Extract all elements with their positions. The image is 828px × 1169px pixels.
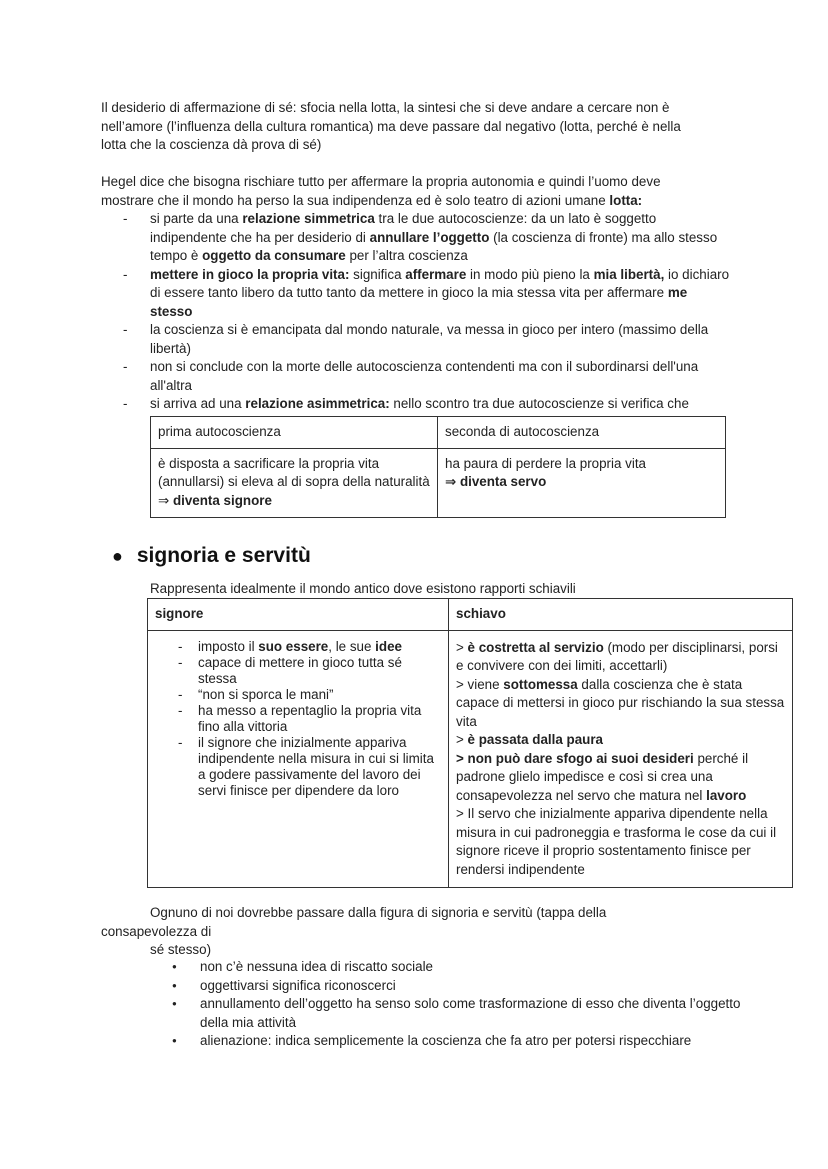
list-item: ● annullamento dell’oggetto ha senso solo come trasformazione di esso che diventa l’oggetto della mia attività	[170, 995, 750, 1032]
cell-bold: diventa signore	[172, 492, 272, 508]
list-item	[120, 358, 730, 395]
point-text: nello scontro tra due autocoscienze si verifica che	[389, 396, 689, 411]
list-item: ● alienazione: indica semplicemente la coscienza che fa atro per potersi rispecchiare	[170, 1032, 750, 1051]
item-text: il signore che inizialmente appariva indipendente nella misura in cui si limita a godere passivamente del lavoro dei servi finisce per dipendere da loro	[198, 734, 434, 798]
table-header-cell: seconda di autocoscienza	[438, 417, 726, 449]
hegel-line-2: mostrare che il mondo ha perso la sua indipendenza ed è solo teatro di azioni umane	[101, 192, 610, 208]
table-row	[151, 448, 726, 517]
table-cell	[151, 448, 438, 517]
intro-line-1: Il desiderio di affermazione di sé: sfocia nella lotta, la sintesi che si deve andare a cercare non è	[101, 100, 670, 115]
table-header-cell: schiavo	[449, 599, 793, 631]
point-text: tra le due autocoscienze: da un lato è soggetto indipendente che ha per desiderio di	[150, 211, 657, 245]
table-cell	[438, 448, 726, 517]
list-item	[120, 266, 730, 322]
table-row	[148, 599, 793, 631]
hegel-points-list	[120, 210, 730, 414]
cell-text: (modo per disciplinarsi, porsi e convivere con dei limiti, accettarli)	[456, 639, 778, 673]
point-text: non si conclude con la morte delle autocoscienza contendenti ma con il subordinarsi dell'una all'altra	[150, 359, 699, 393]
point-text: la coscienza si è emancipata dal mondo naturale, va messa in gioco per intero (massimo della libertà)	[150, 322, 709, 356]
section-heading	[112, 542, 311, 570]
item-text: , le sue	[328, 638, 376, 654]
intro-paragraph	[101, 99, 741, 155]
table-cell	[148, 630, 449, 888]
cell-bold: ⇒ diventa servo	[445, 474, 547, 489]
point-text: in modo più pieno la	[466, 266, 594, 282]
item-text: capace di mettere in gioco tutta sé stessa	[198, 654, 402, 686]
cell-text: è disposta a sacrificare la propria vita (annullarsi) si eleva al di sopra della naturalità ⇒	[158, 455, 430, 508]
table-row	[148, 630, 793, 888]
table-cell	[449, 630, 793, 888]
outro-line-1: Ognuno di noi dovrebbe passare dalla figura di signoria e servitù (tappa della	[150, 905, 607, 920]
signore-schiavo-table	[147, 598, 793, 888]
cell-text: dalla coscienza che è stata capace di mettersi in gioco pur rischiando la sua stessa vita	[456, 676, 785, 729]
hegel-line-2-bold: lotta:	[609, 192, 643, 208]
table-header-cell: signore	[148, 599, 449, 631]
bullet-icon: ●	[112, 546, 123, 566]
point-bold: mia libertà,	[593, 266, 665, 282]
autocoscienze-table	[150, 416, 726, 518]
cell-bold: lavoro	[706, 787, 747, 803]
item-bold: idee	[375, 638, 402, 654]
list-item	[170, 735, 441, 799]
table-header-cell: prima autocoscienza	[151, 417, 438, 449]
list-item	[120, 210, 730, 266]
list-item	[120, 395, 730, 414]
outro-bullet-list	[170, 958, 750, 1051]
list-item: ● non c’è nessuna idea di riscatto sociale	[170, 958, 750, 977]
point-bold: affermare	[405, 266, 467, 282]
point-text: io dichiaro di essere tanto libero da tutto tanto da mettere in gioco la mia stessa vita per affermare	[150, 266, 730, 300]
item-text: “non si sporca le mani”	[198, 686, 334, 702]
cell-bold: è passata dalla paura	[467, 732, 604, 747]
cell-text: ha paura di perdere la propria vita	[445, 455, 646, 471]
cell-bold: sottomessa	[503, 676, 578, 692]
point-bold: mettere in gioco la propria vita:	[150, 266, 350, 282]
cell-bold: è costretta al servizio	[467, 639, 604, 655]
cell-text: > viene	[456, 676, 504, 692]
outro-paragraph	[101, 904, 701, 960]
cell-text: >	[456, 732, 468, 747]
point-text: significa	[349, 266, 406, 282]
cell-bold: > non può dare sfogo ai suoi desideri	[456, 750, 694, 766]
list-item	[170, 687, 441, 703]
intro-line-2: nell’amore (l’influenza della cultura romantica) ma deve passare dal negativo (lotta, perché è nella	[101, 118, 681, 134]
point-bold: relazione asimmetrica:	[245, 396, 390, 411]
outro-line-2: consapevolezza di	[101, 923, 212, 939]
item-text: ha messo a repentaglio la propria vita fino alla vittoria	[198, 702, 422, 734]
point-bold: me stesso	[150, 285, 688, 319]
outro-line-3: sé stesso)	[150, 942, 212, 957]
item-text: imposto il	[198, 638, 259, 654]
table-row	[151, 417, 726, 449]
point-text: si arriva ad una	[150, 396, 246, 411]
point-bold: relazione simmetrica	[242, 211, 375, 226]
hegel-line-1: Hegel dice che bisogna rischiare tutto per affermare la propria autonomia e quindi l’uomo deve	[101, 174, 661, 189]
cell-text: > Il servo che inizialmente appariva dipendente nella misura in cui padroneggia e trasforma le cose da cui il signore riceve il proprio sostentamento finisce per rendersi indipendente	[456, 806, 777, 877]
list-item: ● oggettivarsi significa riconoscerci	[170, 977, 750, 996]
list-item	[170, 655, 441, 687]
heading-text: signoria e servitù	[136, 544, 311, 567]
hegel-paragraph	[101, 173, 761, 210]
list-item	[170, 639, 441, 655]
cell-text: >	[456, 639, 468, 655]
point-text: si parte da una	[150, 211, 243, 226]
intro-line-3: lotta che la coscienza dà prova di sé)	[101, 137, 322, 152]
list-item	[120, 321, 730, 358]
list-item	[170, 703, 441, 735]
signore-list	[170, 639, 441, 799]
cell-text: perché il padrone glielo impedisce e così si crea una consapevolezza nel servo che matura nel	[456, 750, 749, 803]
point-bold: oggetto da consumare	[202, 248, 346, 263]
point-text: (la coscienza di fronte) ma allo stesso tempo è	[150, 229, 718, 263]
point-text: per l’altra coscienza	[345, 248, 468, 263]
section-subtitle: Rappresenta idealmente il mondo antico dove esistono rapporti schiavili	[150, 581, 576, 596]
point-bold: annullare l’oggetto	[369, 229, 490, 245]
item-bold: suo essere	[258, 638, 329, 654]
